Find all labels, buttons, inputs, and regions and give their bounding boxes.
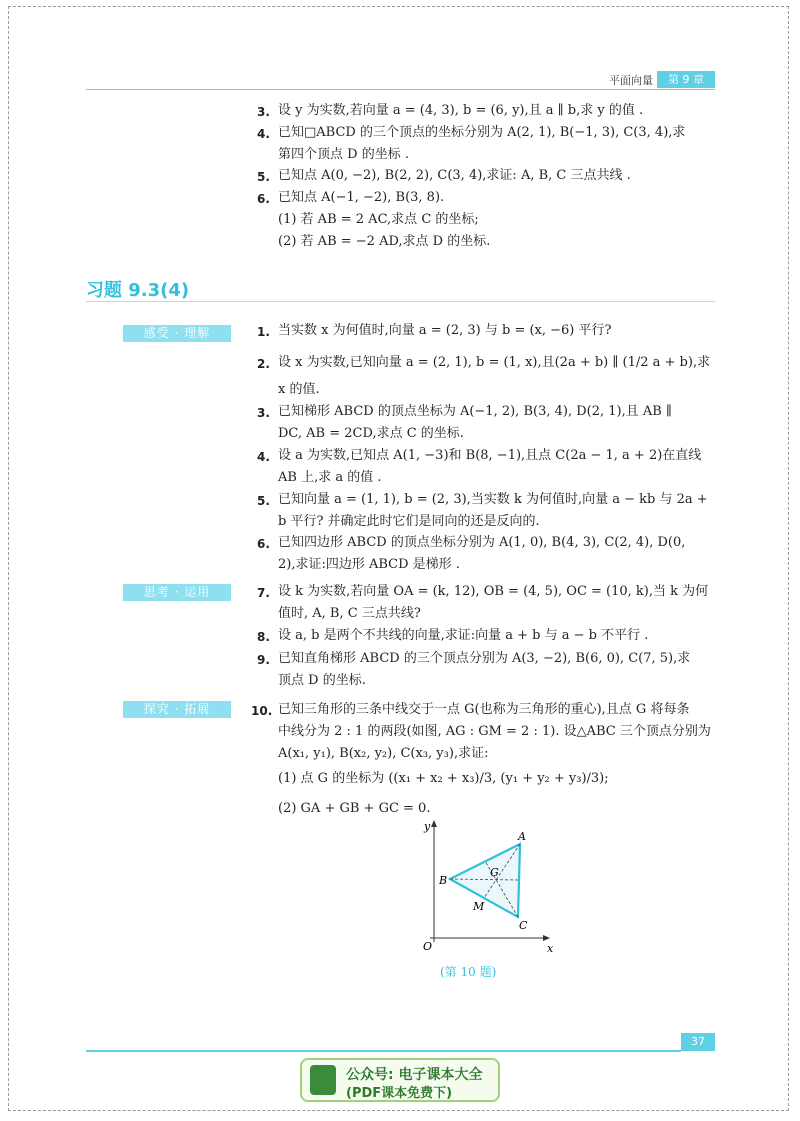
badge-explore: 探究 · 拓展: [123, 701, 231, 718]
page-number: 37: [681, 1033, 715, 1051]
header-chapter-tab: 第 9 章: [657, 71, 715, 88]
exercise-number: 9.: [257, 653, 270, 667]
exercise-text: 顶点 D 的坐标.: [278, 673, 366, 688]
label-y: y: [424, 820, 431, 833]
exercise-text: 当实数 x 为何值时,向量 a = (2, 3) 与 b = (x, −6) 平行?: [278, 323, 612, 338]
item-text: 已知□ABCD 的三个顶点的坐标分别为 A(2, 1), B(−1, 3), C(3, 4),求: [278, 125, 686, 140]
exercise-number: 7.: [257, 586, 270, 600]
badge-understand: 感受 · 理解: [123, 325, 231, 342]
exercise-text: (1) 点 G 的坐标为 ((x₁ + x₂ + x₃)/3, (y₁ + y₂ + y₃)/3);: [278, 771, 609, 786]
book-icon: [310, 1065, 336, 1095]
header-rule: [86, 89, 715, 90]
triangle-abc: [450, 844, 520, 917]
item-text: (1) 若 AB = 2 AC,求点 C 的坐标;: [278, 212, 479, 227]
exercise-text: 设 x 为实数,已知向量 a = (2, 1), b = (1, x),且(2a + b) ∥ (1/2 a + b),求: [278, 355, 711, 370]
exercise-number: 3.: [257, 406, 270, 420]
label-a: A: [518, 830, 526, 843]
item-number: 6.: [257, 192, 270, 206]
item-text: 设 y 为实数,若向量 a = (4, 3), b = (6, y),且 a ∥ b,求 y 的值 .: [278, 103, 644, 118]
item-number: 4.: [257, 127, 270, 141]
watermark-line1: 公众号: 电子课本大全: [346, 1067, 483, 1083]
exercise-text: x 的值.: [278, 382, 320, 397]
figure-caption: (第 10 题): [440, 965, 497, 979]
watermark-line2: (PDF课本免费下): [346, 1086, 453, 1101]
exercise-text: b 平行? 并确定此时它们是同向的还是反向的.: [278, 514, 540, 529]
item-number: 5.: [257, 170, 270, 184]
x-axis-arrow: [543, 935, 550, 941]
exercise-number: 8.: [257, 630, 270, 644]
exercise-text: 已知直角梯形 ABCD 的三个顶点分别为 A(3, −2), B(6, 0), C(7, 5),求: [278, 651, 691, 666]
exercise-text: 已知三角形的三条中线交于一点 G(也称为三角形的重心),且点 G 将每条: [278, 702, 690, 717]
item-number: 3.: [257, 105, 270, 119]
exercise-number: 1.: [257, 325, 270, 339]
section-title: 习题 9.3(4): [86, 280, 190, 301]
exercise-text: 已知向量 a = (1, 1), b = (2, 3),当实数 k 为何值时,向量 a − kb 与 2a +: [278, 492, 708, 507]
exercise-text: (2) GA + GB + GC = 0.: [278, 801, 431, 816]
watermark-banner: [300, 1058, 500, 1102]
label-c: C: [519, 919, 528, 932]
badge-apply: 思考 · 运用: [123, 584, 231, 601]
footer-rule: [86, 1050, 681, 1052]
exercise-text: 设 a 为实数,已知点 A(1, −3)和 B(8, −1),且点 C(2a − 1, a + 2)在直线: [278, 448, 702, 463]
running-header: [86, 71, 715, 90]
exercise-number: 6.: [257, 537, 270, 551]
section-rule: [86, 301, 715, 302]
exercise-text: 已知梯形 ABCD 的顶点坐标为 A(−1, 2), B(3, 4), D(2, 1),且 AB ∥: [278, 404, 672, 419]
exercise-text: A(x₁, y₁), B(x₂, y₂), C(x₃, y₃),求证:: [278, 746, 489, 761]
item-text: (2) 若 AB = −2 AD,求点 D 的坐标.: [278, 234, 491, 249]
exercise-text: DC, AB = 2CD,求点 C 的坐标.: [278, 426, 464, 441]
exercise-number: 5.: [257, 494, 270, 508]
triangle-figure: [410, 818, 560, 958]
exercise-text: AB 上,求 a 的值 .: [278, 470, 382, 485]
item-text: 已知点 A(0, −2), B(2, 2), C(3, 4),求证: A, B, C 三点共线 .: [278, 168, 631, 183]
exercise-text: 已知四边形 ABCD 的顶点坐标分别为 A(1, 0), B(4, 3), C(2, 4), D(0,: [278, 535, 686, 550]
exercise-text: 设 a, b 是两个不共线的向量,求证:向量 a + b 与 a − b 不平行 .: [278, 628, 649, 643]
exercise-text: 中线分为 2 : 1 的两段(如图, AG : GM = 2 : 1). 设△ABC 三个顶点分别为: [278, 724, 711, 739]
label-g: G: [490, 866, 499, 879]
exercise-text: 2),求证:四边形 ABCD 是梯形 .: [278, 557, 460, 572]
exercise-number: 10.: [251, 704, 273, 718]
exercise-text: 值时, A, B, C 三点共线?: [278, 606, 421, 621]
y-axis-arrow: [431, 820, 437, 827]
label-origin: O: [423, 940, 433, 953]
item-text: 已知点 A(−1, −2), B(3, 8).: [278, 190, 445, 205]
exercise-number: 4.: [257, 450, 270, 464]
label-b: B: [439, 874, 448, 887]
header-section: 平面向量: [609, 74, 653, 87]
exercise-number: 2.: [257, 357, 270, 371]
exercise-text: 设 k 为实数,若向量 OA = (k, 12), OB = (4, 5), OC = (10, k),当 k 为何: [278, 584, 709, 599]
label-m: M: [473, 900, 485, 913]
label-x: x: [547, 942, 554, 955]
item-text: 第四个顶点 D 的坐标 .: [278, 147, 409, 162]
